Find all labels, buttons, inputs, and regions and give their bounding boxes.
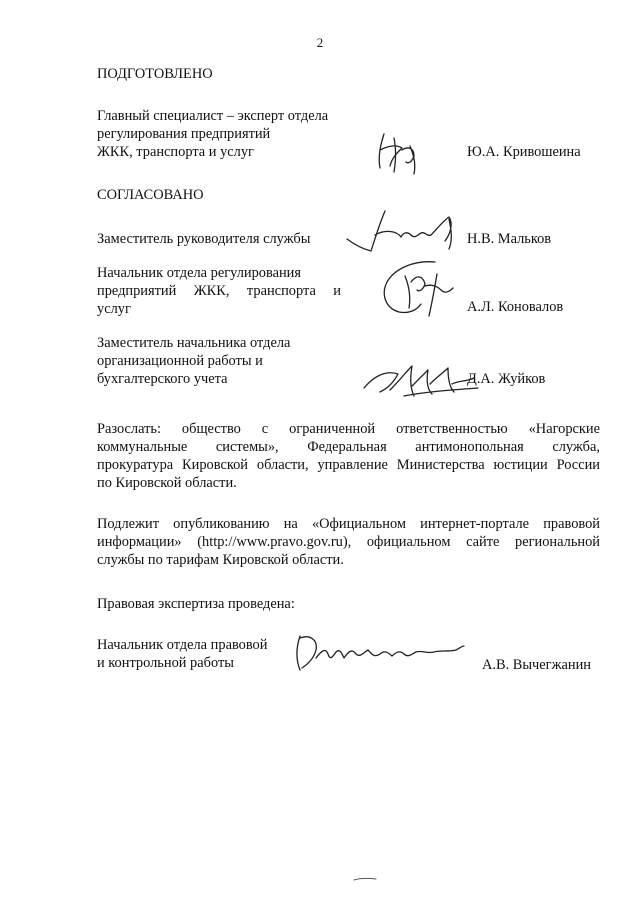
distribution-line: коммунальные системы», Федеральная антимонопольная служба, <box>97 439 600 455</box>
page-number: 2 <box>316 35 324 50</box>
position-line: Заместитель начальника отдела <box>97 335 291 351</box>
publication-paragraph <box>97 515 600 569</box>
approver-name: А.Л. Коновалов <box>467 299 564 315</box>
position-line: услуг <box>97 301 131 317</box>
position-line: и контрольной работы <box>97 655 234 671</box>
approver-position <box>97 334 367 388</box>
distribution-paragraph <box>97 420 600 492</box>
position-line: организационной работы и <box>97 353 263 369</box>
position-line: ЖКК, транспорта и услуг <box>97 144 254 160</box>
position-line: Главный специалист – эксперт отдела <box>97 108 329 124</box>
approved-heading: СОГЛАСОВАНО <box>97 187 204 203</box>
prepared-position <box>97 107 367 161</box>
distribution-line: по Кировской области. <box>97 475 237 491</box>
position-line: предприятий ЖКК, транспорта и <box>97 283 341 299</box>
publication-line: Подлежит опубликованию на «Официальном интернет-портале правовой <box>97 516 600 532</box>
position-line: Заместитель руководителя службы <box>97 231 311 247</box>
approver-position <box>97 230 367 248</box>
signature-vychegzhanin <box>290 628 470 678</box>
legal-review-signer-name: А.В. Вычегжанин <box>482 657 592 673</box>
distribution-line: Разослать: общество с ограниченной ответственностью «Нагорские <box>97 421 600 437</box>
legal-review-position <box>97 636 297 672</box>
position-line: Начальник отдела правовой <box>97 637 268 653</box>
approver-name: Н.В. Мальков <box>467 231 552 247</box>
legal-review-text: Правовая экспертиза проведена: <box>97 596 295 612</box>
position-line: Начальник отдела регулирования <box>97 265 302 281</box>
distribution-line: прокуратура Кировской области, управление Министерства юстиции России <box>97 457 600 473</box>
publication-line: службы по тарифам Кировской области. <box>97 552 344 568</box>
signature-konovalov <box>375 256 465 326</box>
signature-krivosheina <box>370 128 430 178</box>
approver-position <box>97 264 341 318</box>
approver-name: Д.А. Жуйков <box>467 371 546 387</box>
position-line: регулирования предприятий <box>97 126 271 142</box>
publication-line: информации» (http://www.pravo.gov.ru), официальном сайте региональной <box>97 534 600 550</box>
scan-mark <box>350 872 380 884</box>
position-line: бухгалтерского учета <box>97 371 228 387</box>
prepared-signer-name: Ю.А. Кривошеина <box>467 144 581 160</box>
prepared-heading: ПОДГОТОВЛЕНО <box>97 66 213 82</box>
